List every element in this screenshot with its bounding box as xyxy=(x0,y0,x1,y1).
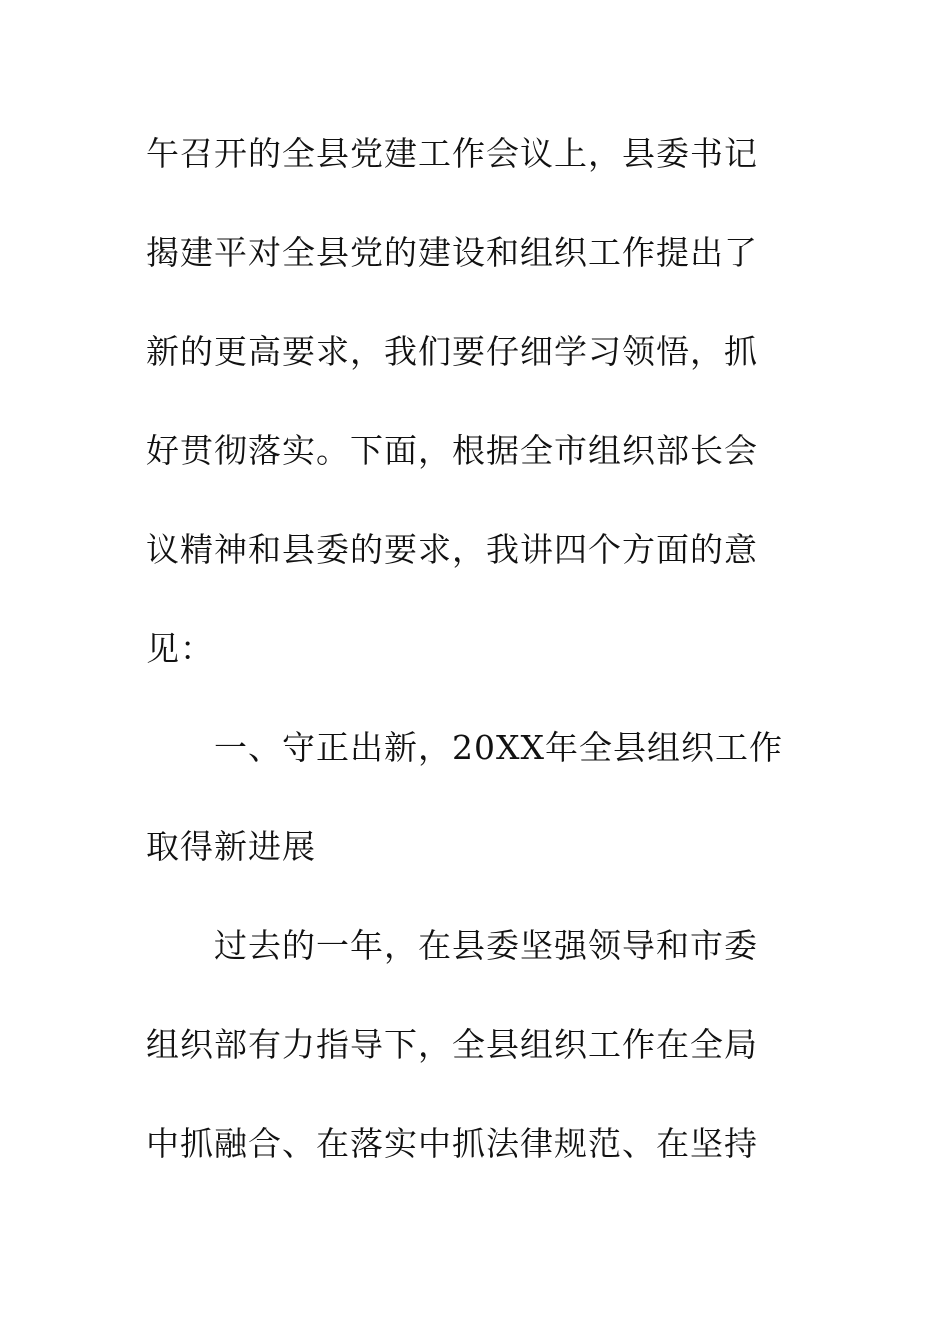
body-text-line: 中抓融合、在落实中抓法律规范、在坚持 xyxy=(146,1124,758,1163)
body-text-line: 午召开的全县党建工作会议上，县委书记 xyxy=(146,134,758,173)
section-heading-line: 取得新进展 xyxy=(146,827,316,866)
section-heading-line: 一、守正出新，20XX年全县组织工作 xyxy=(214,728,783,767)
body-text-line: 见： xyxy=(146,629,214,668)
body-text-line: 揭建平对全县党的建设和组织工作提出了 xyxy=(146,233,758,272)
body-text-line: 好贯彻落实。下面，根据全市组织部长会 xyxy=(146,431,758,470)
body-text-line: 组织部有力指导下，全县组织工作在全局 xyxy=(146,1025,758,1064)
body-text-line: 新的更高要求，我们要仔细学习领悟，抓 xyxy=(146,332,758,371)
body-text-line: 过去的一年，在县委坚强领导和市委 xyxy=(214,926,758,965)
body-text-line: 议精神和县委的要求，我讲四个方面的意 xyxy=(146,530,758,569)
